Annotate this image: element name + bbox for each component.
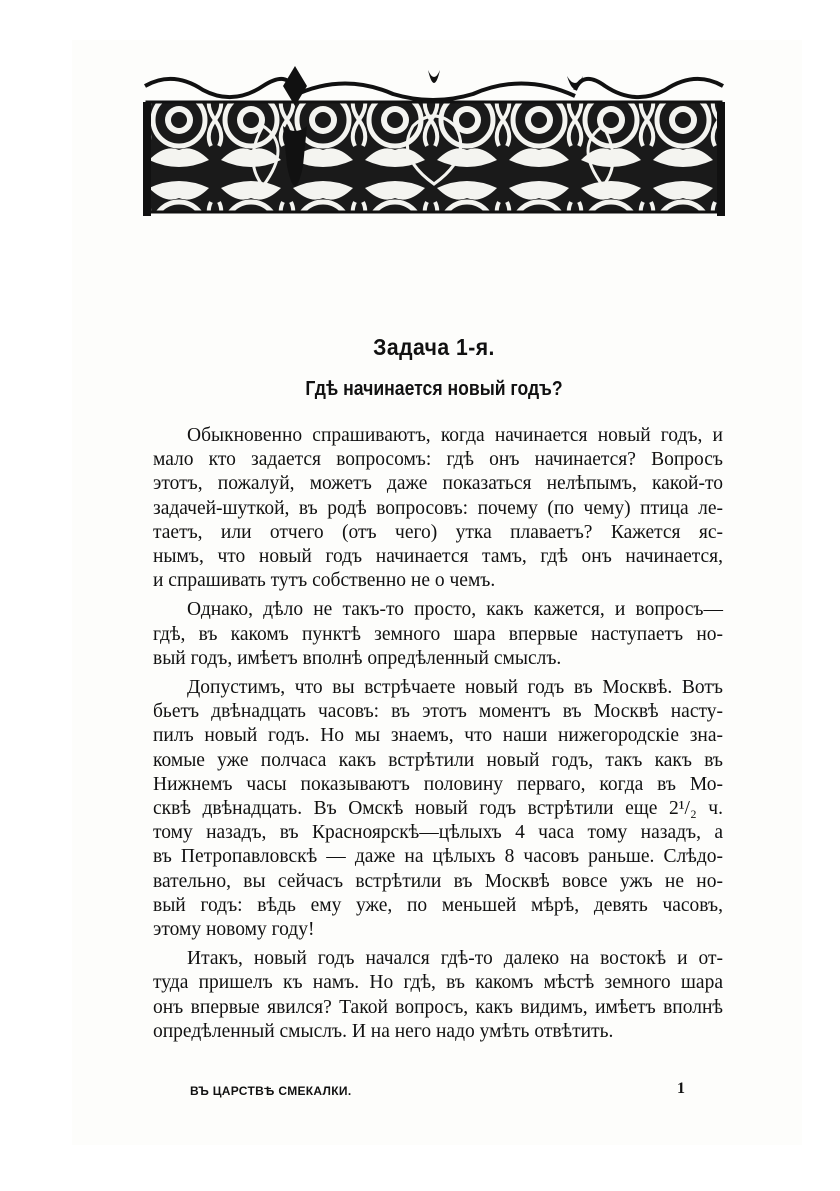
text-line: опредѣленный смыслъ. И на него надо умѣть отвѣтить. bbox=[153, 1020, 614, 1042]
body-text bbox=[153, 424, 723, 1049]
text-line: вый годъ, имѣетъ вполнѣ опредѣленный смыслъ. bbox=[153, 647, 562, 669]
text-line: и спрашивать тутъ собственно не о чемъ. bbox=[153, 570, 496, 592]
paragraph bbox=[153, 947, 723, 1044]
text-line: этому новому году! bbox=[153, 919, 315, 941]
text-line: таетъ, или отчего (отъ чего) утка плаваетъ? Кажется яс- bbox=[153, 521, 723, 543]
text-line: пилъ новый годъ. Но мы знаемъ, что наши нижегородскіе зна- bbox=[153, 725, 723, 747]
text-line: сквѣ двѣнадцать. Въ Омскѣ новый годъ встрѣтили еще 2¹/₂ ч. bbox=[153, 798, 723, 820]
text-line: въ Петропавловскѣ — даже на цѣлыхъ 8 часовъ раньше. Слѣдо- bbox=[153, 846, 723, 868]
text-line: Нижнемъ часы показываютъ половину перваго, когда въ Мо- bbox=[153, 773, 723, 795]
text-line: задачей-шуткой, въ родѣ вопросовъ: почему (по чему) птица ле- bbox=[153, 497, 723, 519]
problem-title: Гдѣ начинается новый годъ? bbox=[305, 378, 563, 400]
text-line: нымъ, что новый годъ начинается тамъ, гдѣ онъ начинается, bbox=[153, 546, 723, 568]
text-line: этотъ, пожалуй, можетъ даже показаться нелѣпымъ, какой-то bbox=[153, 473, 723, 495]
ornamental-headpiece-icon bbox=[143, 66, 725, 218]
text-line: Обыкновенно спрашиваютъ, когда начинается новый годъ, и bbox=[187, 425, 723, 446]
text-line: тому назадъ, въ Красноярскѣ—цѣлыхъ 4 часа тому назадъ, а bbox=[153, 822, 723, 844]
text-line: онъ впервые явился? Такой вопросъ, какъ видимъ, имѣетъ вполнѣ bbox=[153, 996, 723, 1018]
paragraph bbox=[153, 424, 723, 593]
text-line: мало кто задается вопросомъ: гдѣ онъ начинается? Вопросъ bbox=[153, 449, 723, 471]
text-line: гдѣ, въ какомъ пунктѣ земного шара впервые наступаетъ но- bbox=[153, 623, 723, 645]
problem-number: Задача 1-я. bbox=[373, 334, 495, 360]
text-line: бьетъ двѣнадцать часовъ: въ этотъ моментъ въ Москвѣ насту- bbox=[153, 701, 723, 723]
text-line: вый годъ: вѣдь ему уже, по меньшей мѣрѣ, девять часовъ, bbox=[153, 894, 723, 916]
page-number: 1 bbox=[677, 1080, 685, 1097]
text-line: Однако, дѣло не такъ-то просто, какъ кажется, и вопросъ— bbox=[187, 599, 723, 621]
paragraph bbox=[153, 676, 723, 942]
running-title: ВЪ ЦАРСТВѢ СМЕКАЛКИ. bbox=[190, 1084, 352, 1098]
text-line: вательно, вы сейчасъ встрѣтили въ Москвѣ вовсе ужъ не но- bbox=[153, 870, 723, 892]
text-line: Итакъ, новый годъ начался гдѣ-то далеко на востокѣ и от- bbox=[187, 948, 723, 970]
text-line: комые уже полчаса какъ встрѣтили новый годъ, такъ какъ въ bbox=[153, 749, 723, 771]
text-line: туда пришелъ къ намъ. Но гдѣ, въ какомъ мѣстѣ земного шара bbox=[153, 972, 723, 994]
text-line: Допустимъ, что вы встрѣчаете новый годъ въ Москвѣ. Вотъ bbox=[187, 677, 723, 699]
paragraph bbox=[153, 598, 723, 671]
